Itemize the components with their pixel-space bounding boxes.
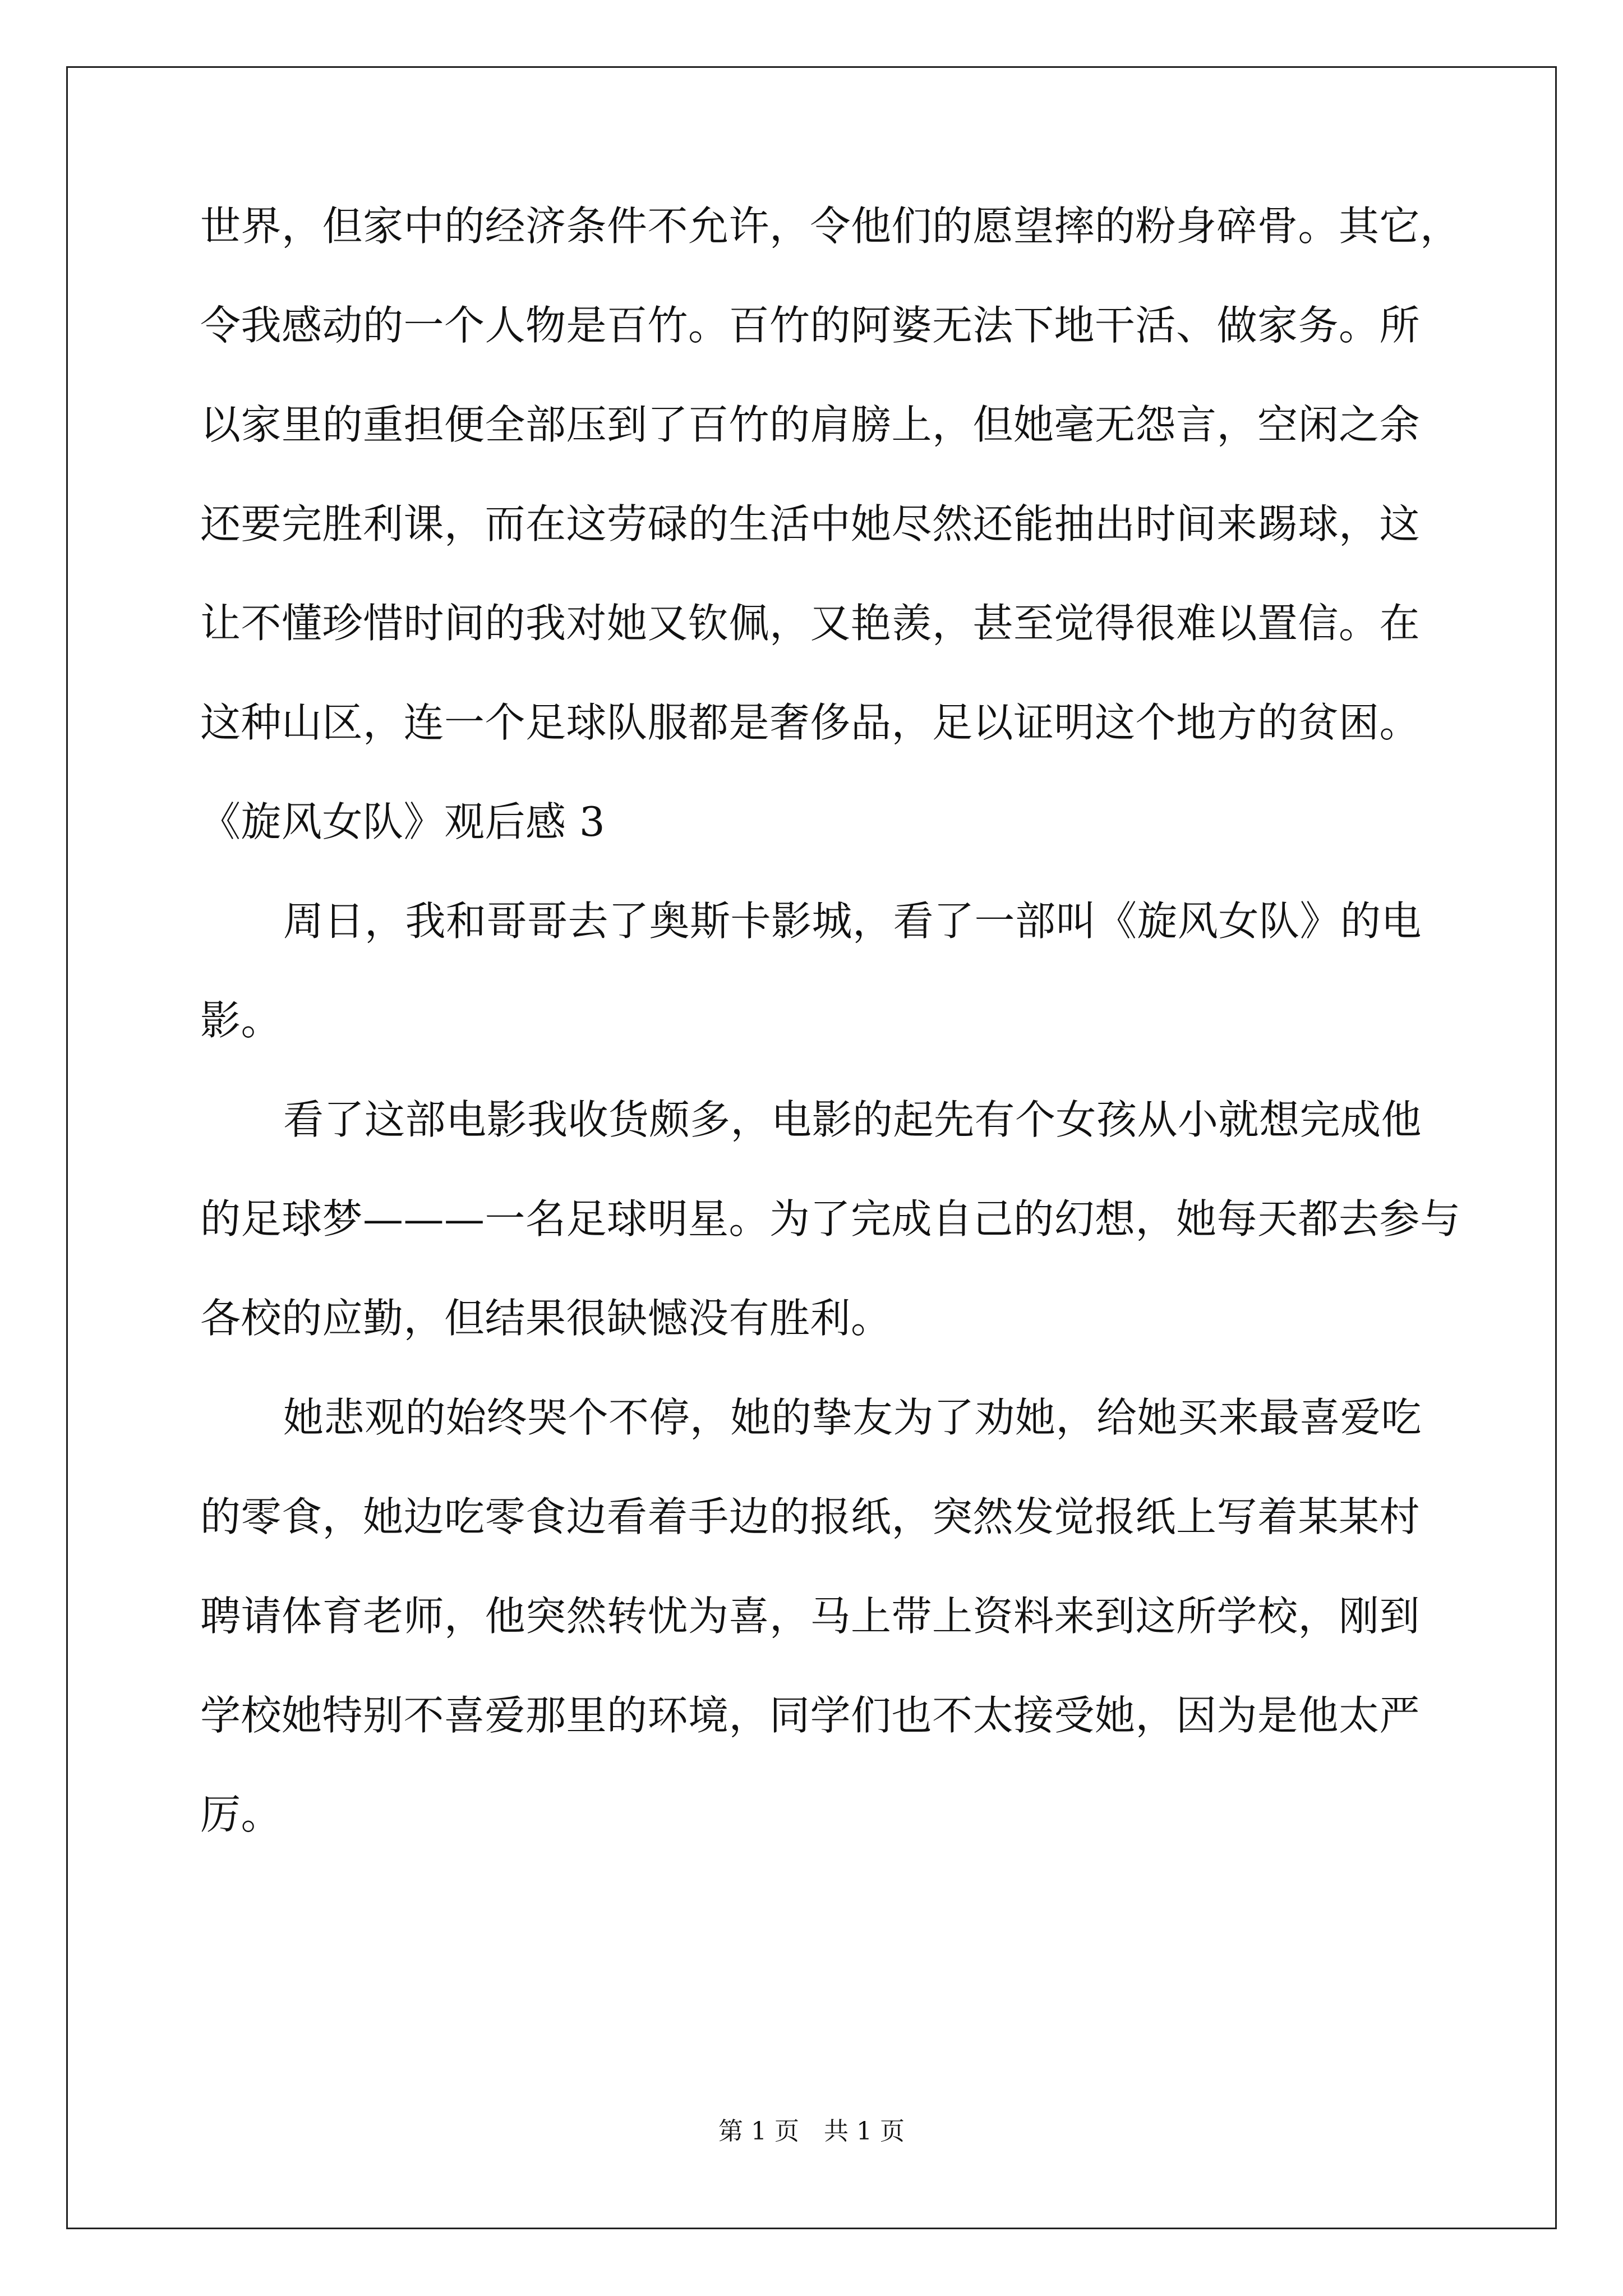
text-line: 世界，但家中的经济条件不允许，令他们的愿望摔的粉身碎骨。其它， — [200, 203, 1461, 250]
text-line: 以家里的重担便全部压到了百竹的肩膀上，但她毫无怨言，空闲之余 — [200, 401, 1421, 448]
text-line: 让不懂珍惜时间的我对她又钦佩，又艳羡，甚至觉得很难以置信。在 — [200, 600, 1421, 647]
text-line: 令我感动的一个人物是百竹。百竹的阿婆无法下地干活、做家务。所 — [200, 302, 1421, 349]
text-line: 这种山区，连一个足球队服都是奢侈品，足以证明这个地方的贫困。 — [200, 699, 1421, 746]
text-line: 学校她特别不喜爱那里的环境，同学们也不太接受她，因为是他太严 — [200, 1692, 1421, 1739]
page-footer: 第 1 页 共 1 页 — [718, 2117, 905, 2146]
text-line: 影。 — [200, 997, 282, 1044]
document-body — [200, 203, 1461, 1894]
text-line: 各校的应勤，但结果很缺憾没有胜利。 — [200, 1295, 892, 1342]
section-heading: 《旋风女队》观后感 3 — [200, 798, 606, 845]
paragraph-start: 看了这部电影我收货颇多，电影的起先有个女孩从小就想完成他 — [283, 1096, 1422, 1143]
paragraph-start: 周日，我和哥哥去了奥斯卡影城，看了一部叫《旋风女队》的电 — [283, 898, 1422, 945]
text-line: 还要完胜利课，而在这劳碌的生活中她尽然还能抽出时间来踢球，这 — [200, 500, 1421, 547]
text-line: 聘请体育老师，他突然转忧为喜，马上带上资料来到这所学校，刚到 — [200, 1593, 1421, 1640]
text-line: 的零食，她边吃零食边看着手边的报纸，突然发觉报纸上写着某某村 — [200, 1493, 1421, 1540]
text-line: 的足球梦———一名足球明星。为了完成自己的幻想，她每天都去参与 — [200, 1195, 1461, 1243]
paragraph-start: 她悲观的始终哭个不停，她的挚友为了劝她，给她买来最喜爱吃 — [283, 1394, 1422, 1441]
text-line: 厉。 — [200, 1791, 282, 1838]
